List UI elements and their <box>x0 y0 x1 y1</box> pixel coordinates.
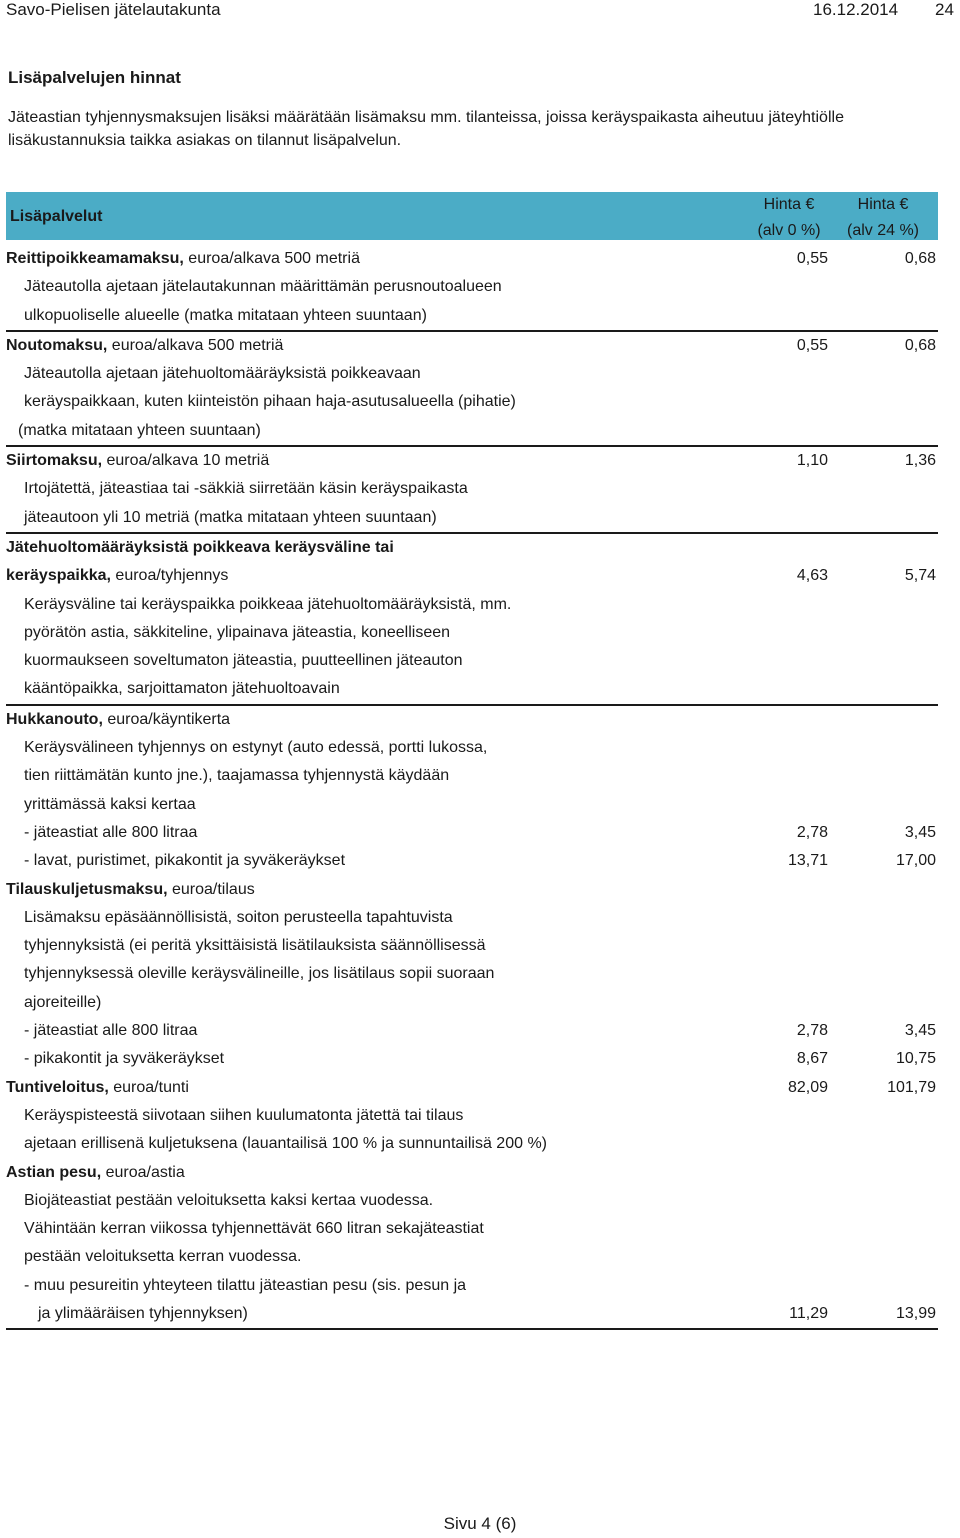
service-name: Tuntiveloitus, <box>6 1078 109 1096</box>
price-vat24: 3,45 <box>904 823 936 841</box>
sub-item-row <box>6 1017 938 1045</box>
service-description: kuormaukseen soveltumaton jäteastia, puutteellinen jäteauton <box>24 652 463 670</box>
service-description: jäteautoon yli 10 metriä (matka mitataan yhteen suuntaan) <box>24 508 437 526</box>
service-unit: euroa/tunti <box>108 1078 189 1096</box>
service-description: (matka mitataan yhteen suuntaan) <box>18 421 261 439</box>
service-row-hukkanouto <box>6 706 938 876</box>
sub-item-label: - jäteastiat alle 800 litraa <box>24 1022 198 1040</box>
service-title-line <box>6 562 938 590</box>
service-row-noutomaksu <box>6 332 938 447</box>
price-vat0: 2,78 <box>796 1022 828 1040</box>
organization-name: Savo-Pielisen jätelautakunta <box>6 0 221 19</box>
price-vat0: 82,09 <box>787 1078 828 1096</box>
intro-paragraph: Jäteastian tyhjennysmaksujen lisäksi määrätään lisämaksu mm. tilanteissa, joissa keräyspaikasta aiheutuu jäteyhtiölle lisäkustannuksia taikka asiakas on tilannut lisäpalvelun. <box>8 109 844 149</box>
price-vat24: 0,68 <box>904 250 936 267</box>
page-footer: Sivu 4 (6) <box>443 1514 517 1533</box>
sub-item-row <box>6 819 938 847</box>
service-description: Vähintään kerran viikossa tyhjennettävät 660 litran sekajäteastiat <box>24 1220 484 1238</box>
price-column-vat0-title: Hinta € <box>763 196 815 213</box>
service-description: Jäteautolla ajetaan jätehuoltomääräyksistä poikkeavaan <box>24 365 421 383</box>
service-name: Astian pesu, <box>6 1163 102 1181</box>
service-name: Siirtomaksu, <box>6 452 103 470</box>
price-vat24: 5,74 <box>904 567 936 585</box>
service-unit: euroa/tilaus <box>167 880 255 898</box>
price-vat24: 3,45 <box>904 1022 936 1040</box>
service-description: ulkopuoliselle alueelle (matka mitataan yhteen suuntaan) <box>24 306 427 324</box>
price-vat24: 17,00 <box>895 852 936 870</box>
service-row-siirtomaksu <box>6 447 938 534</box>
service-description: tyhjennyksistä (ei peritä yksittäisistä lisätilauksista säännöllisessä <box>24 937 486 955</box>
service-title-line <box>6 1074 938 1102</box>
price-column-vat0-subtitle: (alv 0 %) <box>757 222 821 239</box>
sub-item-label: - lavat, puristimet, pikakontit ja syväkeräykset <box>24 852 346 870</box>
service-description: Keräyspisteestä siivotaan siihen kuulumatonta jätettä tai tilaus <box>24 1106 464 1124</box>
price-vat0: 11,29 <box>789 1304 828 1322</box>
price-vat0: 2,78 <box>796 823 828 841</box>
price-column-vat24-title: Hinta € <box>857 196 909 213</box>
service-name: Noutomaksu, <box>6 336 108 354</box>
service-description: Lisämaksu epäsäännöllisistä, soiton perusteella tapahtuvista <box>24 908 453 926</box>
price-column-vat24 <box>828 192 938 244</box>
service-row-reittipoikkeama <box>6 245 938 332</box>
document-date: 16.12.2014 <box>813 0 899 19</box>
service-description: keräyspaikkaan, kuten kiinteistön pihaan haja-asutusalueella (pihatie) <box>24 393 516 411</box>
service-description: tien riittämätän kunto jne.), taajamassa tyhjennystä käydään <box>24 767 450 785</box>
price-vat24: 13,99 <box>895 1304 936 1322</box>
sub-item-row <box>6 1300 938 1328</box>
price-vat0: 0,55 <box>796 336 828 354</box>
service-title-line <box>6 706 938 734</box>
service-description: tyhjennyksessä oleville keräysvälineille, jos lisätilaus sopii suoraan <box>24 965 495 983</box>
service-title-line <box>6 447 938 475</box>
service-name: Tilauskuljetusmaksu, <box>6 880 168 898</box>
service-title-line <box>6 332 938 360</box>
sub-item-row <box>6 1045 938 1073</box>
price-vat0: 4,63 <box>796 567 828 585</box>
service-unit: euroa/alkava 10 metriä <box>102 452 270 470</box>
service-description: ja ylimääräisen tyhjennyksen) <box>38 1304 248 1322</box>
service-title-line <box>6 245 938 273</box>
table-header <box>6 192 938 240</box>
price-vat0: 8,67 <box>796 1050 828 1068</box>
sub-item-label: - pikakontit ja syväkeräykset <box>24 1050 225 1068</box>
price-vat24: 1,36 <box>904 452 936 470</box>
service-row-tuntiveloitus <box>6 1074 938 1159</box>
service-row-poikkeava-keraysvaline <box>6 534 938 706</box>
price-vat24: 101,79 <box>887 1078 936 1096</box>
service-description: Jäteautolla ajetaan jätelautakunnan määrittämän perusnoutoalueen <box>24 278 502 296</box>
price-vat24: 0,68 <box>904 336 936 354</box>
table-header-label: Lisäpalvelut <box>10 208 103 225</box>
service-unit: euroa/tyhjennys <box>110 567 229 585</box>
price-vat0: 13,71 <box>787 852 828 870</box>
service-description: kääntöpaikka, sarjoittamaton jätehuoltoavain <box>24 680 340 698</box>
service-description: Biojäteastiat pestään veloituksetta kaksi kertaa vuodessa. <box>24 1191 434 1209</box>
service-description: Keräysväline tai keräyspaikka poikkeaa jätehuoltomääräyksistä, mm. <box>24 595 512 613</box>
service-description: pestään veloituksetta kerran vuodessa. <box>24 1248 302 1266</box>
service-description: pyörätön astia, säkkiteline, ylipainava jäteastia, koneelliseen <box>24 623 451 641</box>
service-row-astian-pesu <box>6 1159 938 1331</box>
service-unit: euroa/alkava 500 metriä <box>183 250 360 267</box>
price-vat0: 1,10 <box>796 452 828 470</box>
service-unit: euroa/astia <box>101 1163 185 1181</box>
service-name: Jätehuoltomääräyksistä poikkeava keräysväline tai <box>6 538 394 556</box>
service-unit: euroa/alkava 500 metriä <box>107 336 284 354</box>
service-description: - muu pesureitin yhteyteen tilattu jäteastian pesu (sis. pesun ja <box>24 1276 467 1294</box>
service-name: Reittipoikkeamamaksu, <box>6 250 184 267</box>
section-title: Lisäpalvelujen hinnat <box>8 68 181 87</box>
service-description: ajoreiteille) <box>24 993 102 1011</box>
service-description: yrittämässä kaksi kertaa <box>24 795 196 813</box>
price-column-vat24-subtitle: (alv 24 %) <box>846 222 920 239</box>
service-description: Irtojätettä, jäteastiaa tai -säkkiä siirretään käsin keräyspaikasta <box>24 480 468 498</box>
service-name: Hukkanouto, <box>6 710 103 728</box>
service-row-tilauskuljetus <box>6 876 938 1074</box>
page-header <box>0 0 960 22</box>
service-name: keräyspaikka, <box>6 567 111 585</box>
page-number: 24 <box>935 0 954 19</box>
service-unit: euroa/käyntikerta <box>102 710 231 728</box>
price-vat24: 10,75 <box>895 1050 936 1068</box>
service-title-line <box>6 876 938 904</box>
price-vat0: 0,55 <box>796 250 828 267</box>
sub-item-row <box>6 847 938 875</box>
service-description: ajetaan erillisenä kuljetuksena (lauantailisä 100 % ja sunnuntailisä 200 %) <box>24 1135 547 1153</box>
service-title-line <box>6 1159 938 1187</box>
sub-item-label: - jäteastiat alle 800 litraa <box>24 823 198 841</box>
service-description: Keräysvälineen tyhjennys on estynyt (auto edessä, portti lukossa, <box>24 739 488 757</box>
services-table <box>6 245 938 1330</box>
